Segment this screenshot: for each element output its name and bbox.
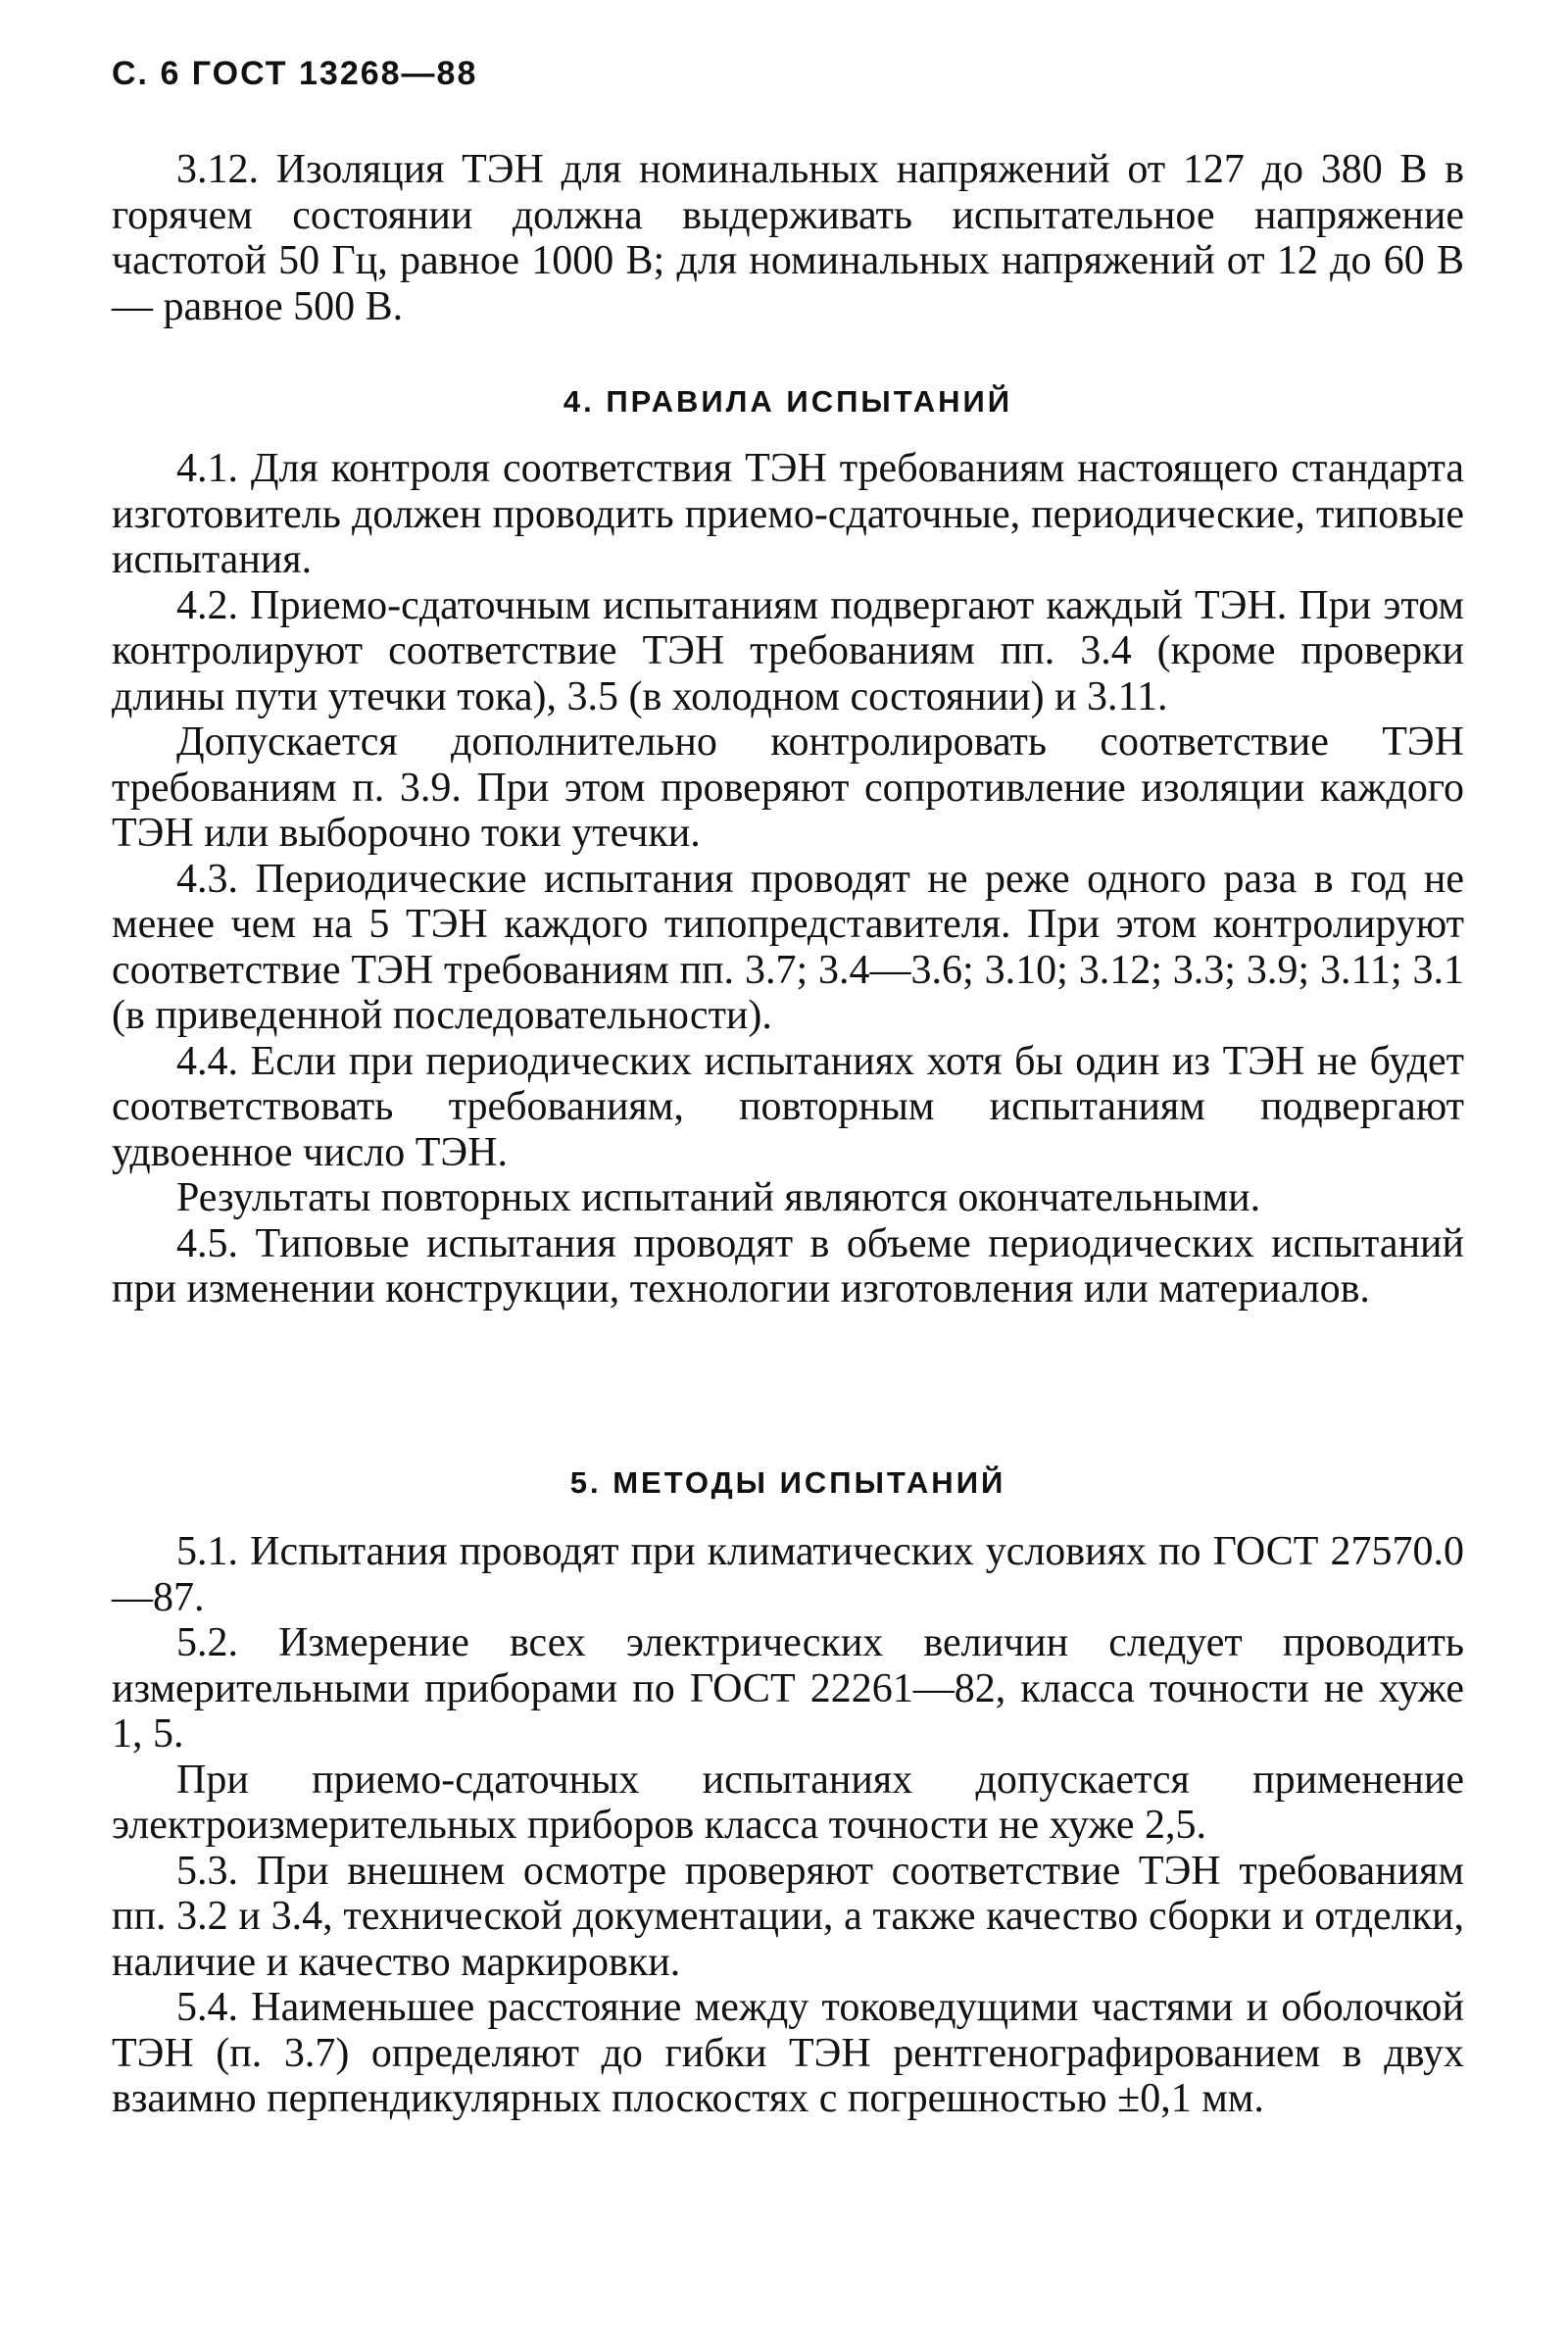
paragraph-4-1: 4.1. Для контроля соответствия ТЭН требованиям настоящего стандарта изготовитель должен проводить приемо-сдаточные, периодические, типовые испытания. [112,446,1464,582]
paragraph-5-2: 5.2. Измерение всех электрических величин следует проводить измерительными приборами по ГОСТ 22261—82, класса точности не хуже 1, 5. [112,1620,1464,1757]
section-5-body [112,1529,1464,2122]
paragraph-4-3: 4.3. Периодические испытания проводят не реже одного раза в год не менее чем на 5 ТЭН каждого типопредставителя. При этом контролируют соответствие ТЭН требованиям пп. 3.7; 3.4—3.6; 3.10; 3.12; 3.3; 3.9; 3.11; 3.1 (в приведенной последовательности). [112,856,1464,1038]
paragraph-5-3: 5.3. При внешнем осмотре проверяют соответствие ТЭН требованиям пп. 3.2 и 3.4, технической документации, а также качество сборки и отделки, наличие и качество маркировки. [112,1848,1464,1985]
paragraph-4-2-continued: Допускается дополнительно контролировать соответствие ТЭН требованиям п. 3.9. При этом проверяют сопротивление изоляции каждого ТЭН или выборочно токи утечки. [112,719,1464,856]
section-3-continuation [112,147,1464,329]
paragraph-4-4-continued: Результаты повторных испытаний являются окончательными. [176,1175,1261,1220]
section-4-heading: 4. ПРАВИЛА ИСПЫТАНИЙ [563,384,1013,419]
paragraph-5-2-continued: При приемо-сдаточных испытаниях допускается применение электроизмерительных приборов класса точности не хуже 2,5. [112,1757,1464,1848]
paragraph-5-4: 5.4. Наименьшее расстояние между токоведущими частями и оболочкой ТЭН (п. 3.7) определяют до гибки ТЭН рентгенографированием в двух взаимно перпендикулярных плоскостях с погрешностью ±0,1 мм. [112,1985,1464,2121]
section-4-body [112,446,1464,1312]
paragraph-4-4: 4.4. Если при периодических испытаниях хотя бы один из ТЭН не будет соответствовать требованиям, повторным испытаниям подвергают удвоенное число ТЭН. [112,1038,1464,1175]
paragraph-5-1: 5.1. Испытания проводят при климатических условиях по ГОСТ 27570.0—87. [112,1529,1464,1620]
paragraph-4-2: 4.2. Приемо-сдаточным испытаниям подвергают каждый ТЭН. При этом контролируют соответствие ТЭН требованиям пп. 3.4 (кроме проверки длины пути утечки тока), 3.5 (в холодном состоянии) и 3.11. [112,582,1464,719]
section-5-heading: 5. МЕТОДЫ ИСПЫТАНИЙ [569,1465,1006,1500]
page-header: С. 6 ГОСТ 13268—88 [112,55,478,92]
paragraph-4-5: 4.5. Типовые испытания проводят в объеме периодических испытаний при изменении конструкции, технологии изготовления или материалов. [112,1220,1464,1312]
paragraph-3-12: 3.12. Изоляция ТЭН для номинальных напряжений от 127 до 380 В в горячем состоянии должна выдерживать испытательное напряжение частотой 50 Гц, равное 1000 В; для номинальных напряжений от 12 до 60 В — равное 500 В. [112,147,1464,329]
